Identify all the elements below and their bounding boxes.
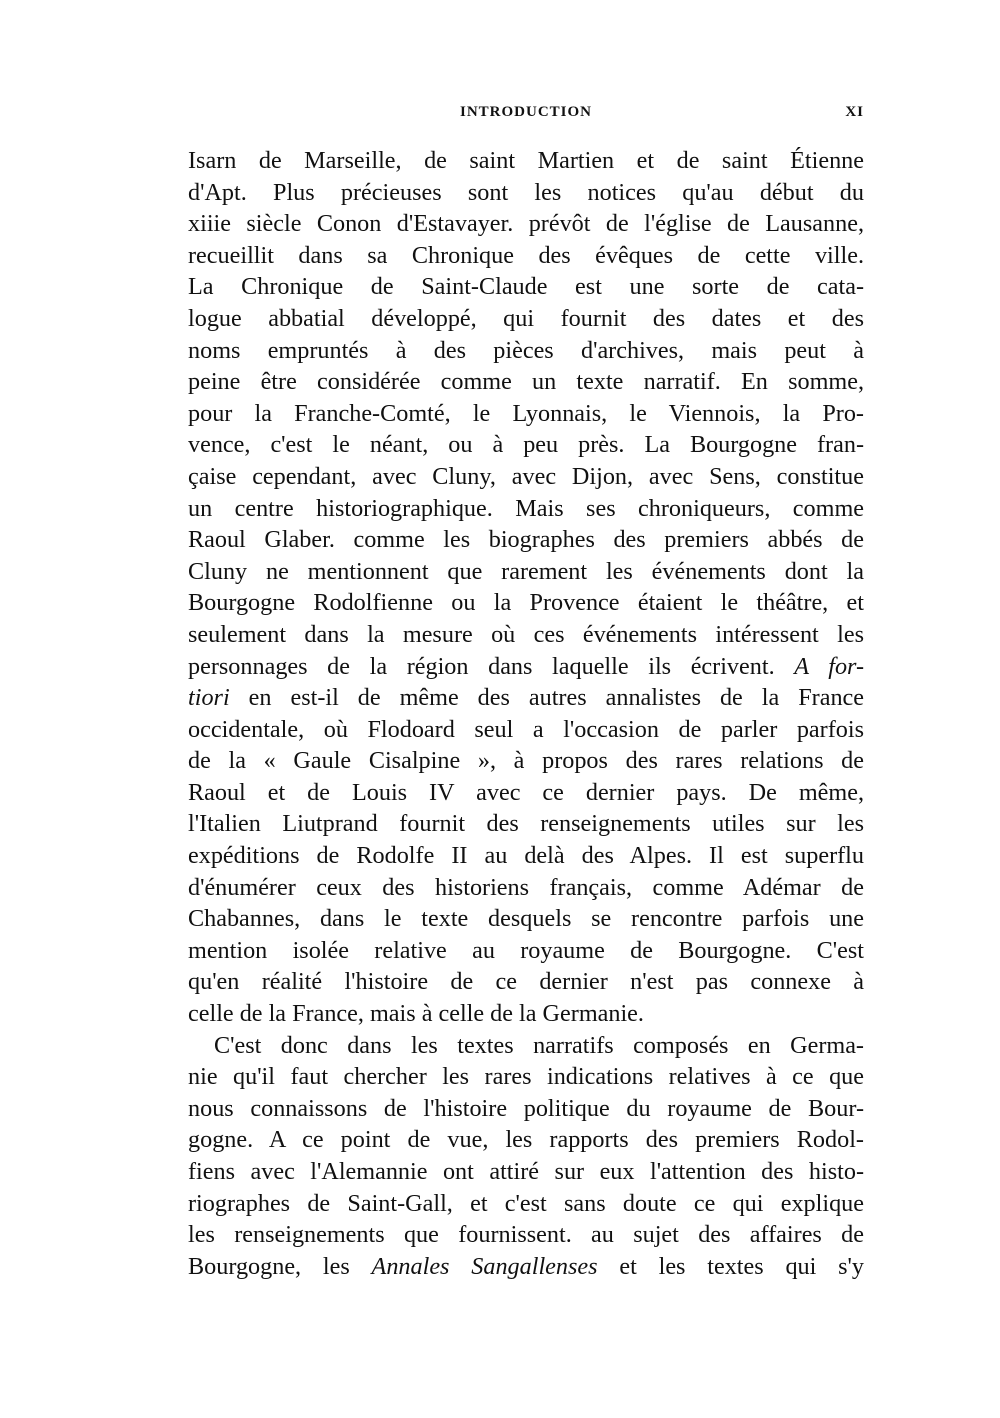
text-line-mixed	[188, 682, 864, 714]
text-line: Raoul Glaber. comme les biographes des premiers abbés de	[188, 526, 864, 554]
text-line: recueillit dans sa Chronique des évêques de cette ville.	[188, 241, 864, 269]
text-line: gogne. A ce point de vue, les rapports des premiers Rodol-	[188, 1126, 864, 1154]
text-line-mixed	[188, 1251, 864, 1283]
text-line: Bourgogne Rodolfienne ou la Provence étaient le théâtre, et	[188, 589, 864, 617]
italic-phrase: tiori	[188, 684, 230, 712]
text-line: occidentale, où Flodoard seul a l'occasion de parler parfois	[188, 715, 864, 743]
text-line: Raoul et de Louis IV avec ce dernier pays. De même,	[188, 778, 864, 806]
italic-title: Annales Sangallenses	[371, 1252, 598, 1280]
text-line: pour la Franche-Comté, le Lyonnais, le Viennois, la Pro-	[188, 399, 864, 427]
text-line: l'Italien Liutprand fournit des renseignements utiles sur les	[188, 810, 864, 838]
text-line: logue abbatial développé, qui fournit des dates et des	[188, 304, 864, 332]
text-line: fiens avec l'Alemannie ont attiré sur eux l'attention des histo-	[188, 1158, 864, 1185]
text-fragment: et les textes qui s'y	[619, 1252, 864, 1280]
text-line: un centre historiographique. Mais ses chroniqueurs, comme	[188, 494, 864, 522]
text-line: vence, c'est le néant, ou à peu près. La Bourgogne fran-	[188, 431, 864, 459]
text-line: La Chronique de Saint-Claude est une sorte de cata-	[188, 273, 864, 301]
text-fragment: personnages de la région dans laquelle ils écrivent.	[188, 652, 775, 680]
text-line: xiiie siècle Conon d'Estavayer. prévôt de l'église de Lausanne,	[188, 210, 864, 238]
text-line: les renseignements que fournissent. au sujet des affaires de	[188, 1221, 864, 1249]
text-line: celle de la France, mais à celle de la Germanie.	[188, 1000, 644, 1028]
text-line: Cluny ne mentionnent que rarement les événements dont la	[188, 557, 864, 585]
text-line: noms empruntés à des pièces d'archives, mais peut à	[188, 336, 864, 364]
text-line: C'est donc dans les textes narratifs composés en Germa-	[214, 1031, 864, 1059]
text-line: Chabannes, dans le texte desquels se rencontre parfois une	[188, 905, 864, 933]
text-line: seulement dans la mesure où ces événements intéressent les	[188, 620, 864, 648]
text-line: de la « Gaule Cisalpine », à propos des rares relations de	[188, 747, 864, 775]
text-line: nous connaissons de l'histoire politique du royaume de Bour-	[188, 1094, 864, 1122]
text-line-mixed	[188, 651, 864, 683]
italic-phrase: A for-	[794, 652, 864, 680]
text-line: mention isolée relative au royaume de Bourgogne. C'est	[188, 936, 864, 964]
text-line: nie qu'il faut chercher les rares indications relatives à ce que	[188, 1063, 864, 1091]
text-line: expéditions de Rodolfe II au delà des Alpes. Il est superflu	[188, 842, 864, 870]
text-fragment: Bourgogne, les	[188, 1252, 350, 1280]
text-line: d'Apt. Plus précieuses sont les notices qu'au début du	[188, 178, 864, 206]
text-line: Isarn de Marseille, de saint Martien et de saint Étienne	[188, 147, 864, 174]
page-number: XI	[845, 104, 864, 120]
running-head-title: INTRODUCTION	[459, 104, 592, 120]
text-line: qu'en réalité l'histoire de ce dernier n'est pas connexe à	[188, 968, 864, 996]
body-text	[188, 145, 864, 1282]
text-line: peine être considérée comme un texte narratif. En somme,	[188, 368, 864, 396]
text-line: riographes de Saint-Gall, et c'est sans doute ce qui explique	[188, 1189, 864, 1217]
text-line: d'énumérer ceux des historiens français, comme Adémar de	[188, 873, 864, 901]
text-line: çaise cependant, avec Cluny, avec Dijon, avec Sens, constitue	[188, 462, 864, 490]
text-fragment: en est-il de même des autres annalistes de la France	[248, 684, 864, 712]
running-head	[188, 104, 864, 126]
